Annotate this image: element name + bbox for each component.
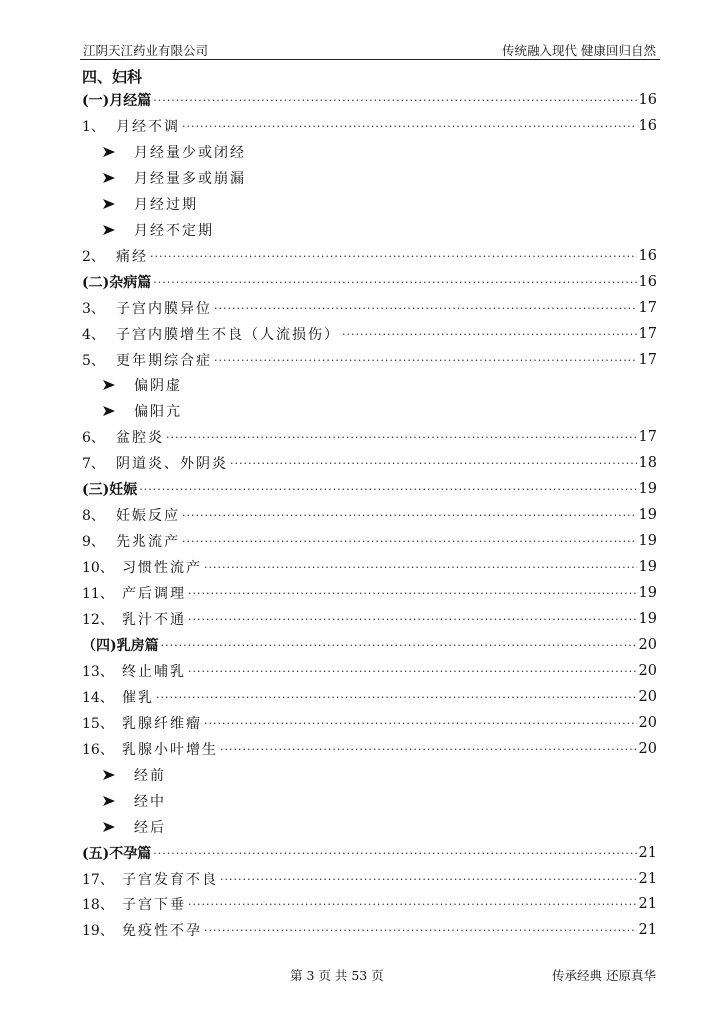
- page-header: [80, 39, 660, 60]
- toc-subitem-label: 偏阴虚: [134, 378, 182, 394]
- dot-leader: [214, 355, 637, 366]
- toc-entry-number: 4、: [82, 327, 105, 343]
- toc-page-number: 19: [638, 585, 657, 601]
- toc-entry-number: 7、: [82, 456, 105, 472]
- toc-entry-title: 乳汁不通: [122, 612, 186, 628]
- toc-page-number: 17: [638, 326, 657, 342]
- toc-entry-title: 子宫内膜异位: [116, 301, 212, 317]
- dot-leader: [153, 848, 636, 859]
- arrow-bullet-icon: [102, 405, 134, 417]
- toc-entry-title: 免疫性不孕: [122, 923, 202, 939]
- toc-subitem-label: 经中: [134, 794, 166, 810]
- dot-leader: [342, 329, 637, 340]
- toc-subitem: [102, 374, 182, 396]
- toc-entry[interactable]: [82, 426, 657, 448]
- toc-subitem: [102, 816, 166, 838]
- toc-entry-title: （四)乳房篇: [82, 638, 159, 654]
- toc-entry-title: 终止哺乳: [122, 664, 186, 680]
- toc-subitem: [102, 193, 198, 215]
- arrow-bullet-icon: [102, 795, 134, 807]
- toc-entry-title: (五)不孕篇: [82, 846, 152, 862]
- arrow-bullet-icon: [102, 224, 134, 236]
- dot-leader: [204, 562, 637, 573]
- toc-entry[interactable]: [82, 712, 657, 734]
- toc-subitem: [102, 141, 246, 163]
- dot-leader: [214, 303, 637, 314]
- toc-entry-number: 19、: [82, 923, 114, 939]
- toc-chapter[interactable]: [82, 89, 657, 111]
- toc-page-number: 20: [638, 663, 657, 679]
- toc-page-number: 19: [638, 559, 657, 575]
- toc-entry[interactable]: [82, 582, 657, 604]
- dot-leader: [153, 95, 636, 106]
- toc-subitem-label: 月经过期: [134, 197, 198, 213]
- page-number: 第 3 页 共 53 页: [290, 968, 384, 983]
- toc-page-number: 17: [638, 429, 657, 445]
- toc-entry-title: 盆腔炎: [116, 430, 164, 446]
- toc-entry[interactable]: [82, 297, 657, 319]
- footer-motto: 传承经典 还原真华: [552, 968, 656, 983]
- arrow-bullet-icon: [102, 769, 134, 781]
- dot-leader: [182, 510, 637, 521]
- toc-chapter[interactable]: [82, 478, 657, 500]
- toc-page-number: 20: [638, 689, 657, 705]
- toc-subitem-label: 月经量少或闭经: [134, 145, 246, 161]
- dot-leader: [182, 536, 637, 547]
- dot-leader: [156, 692, 637, 703]
- toc-entry[interactable]: [82, 504, 657, 526]
- header-slogan: 传统融入现代 健康回归自然: [502, 43, 656, 58]
- toc-entry[interactable]: [82, 738, 657, 760]
- dot-leader: [230, 458, 637, 469]
- toc-entry-title: (三)妊娠: [82, 482, 138, 498]
- toc-entry-title: 妊娠反应: [116, 508, 180, 524]
- dot-leader: [204, 925, 637, 936]
- arrow-bullet-icon: [102, 146, 134, 158]
- toc-entry-number: 8、: [82, 508, 105, 524]
- toc-entry-number: 18、: [82, 897, 114, 913]
- toc-entry-number: 6、: [82, 430, 105, 446]
- toc-page-number: 16: [638, 274, 657, 290]
- dot-leader: [161, 640, 637, 651]
- toc-entry-title: 月经不调: [116, 119, 180, 135]
- toc-entry-title: (一)月经篇: [82, 93, 152, 109]
- toc-page-number: 19: [638, 507, 657, 523]
- toc-entry[interactable]: [82, 919, 657, 941]
- dot-leader: [204, 718, 637, 729]
- toc-entry-number: 9、: [82, 534, 105, 550]
- toc-entry-title: 先兆流产: [116, 534, 180, 550]
- toc-subitem: [102, 790, 166, 812]
- dot-leader: [153, 277, 636, 288]
- arrow-bullet-icon: [102, 172, 134, 184]
- toc-entry-title: 子宫下垂: [122, 897, 186, 913]
- toc-chapter[interactable]: [82, 271, 657, 293]
- toc-entry[interactable]: [82, 115, 657, 137]
- toc-entry-title: (二)杂病篇: [82, 275, 152, 291]
- toc-entry-number: 1、: [82, 119, 105, 135]
- dot-leader: [139, 484, 636, 495]
- arrow-bullet-icon: [102, 198, 134, 210]
- dot-leader: [188, 588, 637, 599]
- toc-entry[interactable]: [82, 349, 657, 371]
- toc-entry-number: 17、: [82, 872, 114, 888]
- toc-page-number: 17: [638, 300, 657, 316]
- toc-entry-title: 阴道炎、外阴炎: [116, 456, 228, 472]
- toc-entry-number: 14、: [82, 690, 114, 706]
- toc-entry[interactable]: [82, 530, 657, 552]
- toc-entry-number: 16、: [82, 742, 114, 758]
- dot-leader: [220, 874, 637, 885]
- toc-entry-number: 2、: [82, 249, 105, 265]
- toc-entry[interactable]: [82, 608, 657, 630]
- toc-subitem-label: 月经不定期: [134, 223, 214, 239]
- toc-page-number: 21: [638, 922, 657, 938]
- toc-entry[interactable]: [82, 868, 657, 890]
- dot-leader: [188, 614, 637, 625]
- toc-subitem-label: 经前: [134, 768, 166, 784]
- toc-page-number: 21: [638, 896, 657, 912]
- company-name: 江阴天江药业有限公司: [83, 43, 209, 58]
- toc-entry[interactable]: [82, 323, 657, 345]
- toc-subitem: [102, 219, 214, 241]
- toc-entry-number: 11、: [82, 586, 114, 602]
- dot-leader: [166, 432, 637, 443]
- toc-entry[interactable]: [82, 893, 657, 915]
- toc-subitem-label: 经后: [134, 820, 166, 836]
- toc-entry[interactable]: [82, 686, 657, 708]
- toc-entry[interactable]: [82, 452, 657, 474]
- toc-page-number: 20: [638, 741, 657, 757]
- dot-leader: [182, 121, 637, 132]
- dot-leader: [188, 899, 637, 910]
- toc-page-number: 20: [638, 637, 657, 653]
- toc-entry-number: 5、: [82, 353, 105, 369]
- dot-leader: [150, 251, 637, 262]
- toc-page-number: 16: [638, 92, 657, 108]
- toc-subitem: [102, 400, 182, 422]
- toc-page-number: 19: [638, 611, 657, 627]
- toc-page-number: 20: [638, 715, 657, 731]
- toc-entry-title: 习惯性流产: [122, 560, 202, 576]
- toc-entry[interactable]: [82, 556, 657, 578]
- toc-subitem: [102, 764, 166, 786]
- section-title: 四、妇科: [82, 68, 143, 86]
- toc-entry-title: 乳腺纤维瘤: [122, 716, 202, 732]
- toc-entry-number: 13、: [82, 664, 114, 680]
- toc-entry-number: 10、: [82, 560, 114, 576]
- toc-entry-number: 12、: [82, 612, 114, 628]
- toc-entry[interactable]: [82, 660, 657, 682]
- dot-leader: [220, 744, 637, 755]
- toc-entry-title: 乳腺小叶增生: [122, 742, 218, 758]
- toc-entry-title: 痛经: [116, 249, 148, 265]
- toc-entry-title: 子宫内膜增生不良（人流损伤）: [116, 327, 340, 343]
- toc-page-number: 21: [638, 845, 657, 861]
- toc-page-number: 21: [638, 871, 657, 887]
- toc-entry[interactable]: [82, 245, 657, 267]
- arrow-bullet-icon: [102, 821, 134, 833]
- toc-page-number: 16: [638, 118, 657, 134]
- toc-chapter[interactable]: [82, 842, 657, 864]
- toc-page-number: 17: [638, 352, 657, 368]
- toc-entry-title: 产后调理: [122, 586, 186, 602]
- toc-page-number: 16: [638, 248, 657, 264]
- toc-subitem-label: 偏阳亢: [134, 404, 182, 420]
- toc-page-number: 19: [638, 481, 657, 497]
- toc-page-number: 19: [638, 533, 657, 549]
- toc-subitem: [102, 167, 246, 189]
- toc-subitem-label: 月经量多或崩漏: [134, 171, 246, 187]
- toc-entry-title: 更年期综合症: [116, 353, 212, 369]
- dot-leader: [188, 666, 637, 677]
- toc-entry-title: 催乳: [122, 690, 154, 706]
- toc-entry-number: 3、: [82, 301, 105, 317]
- toc-entry-number: 15、: [82, 716, 114, 732]
- toc-entry-title: 子宫发育不良: [122, 872, 218, 888]
- toc-page-number: 18: [638, 455, 657, 471]
- toc-chapter[interactable]: [82, 634, 657, 656]
- arrow-bullet-icon: [102, 379, 134, 391]
